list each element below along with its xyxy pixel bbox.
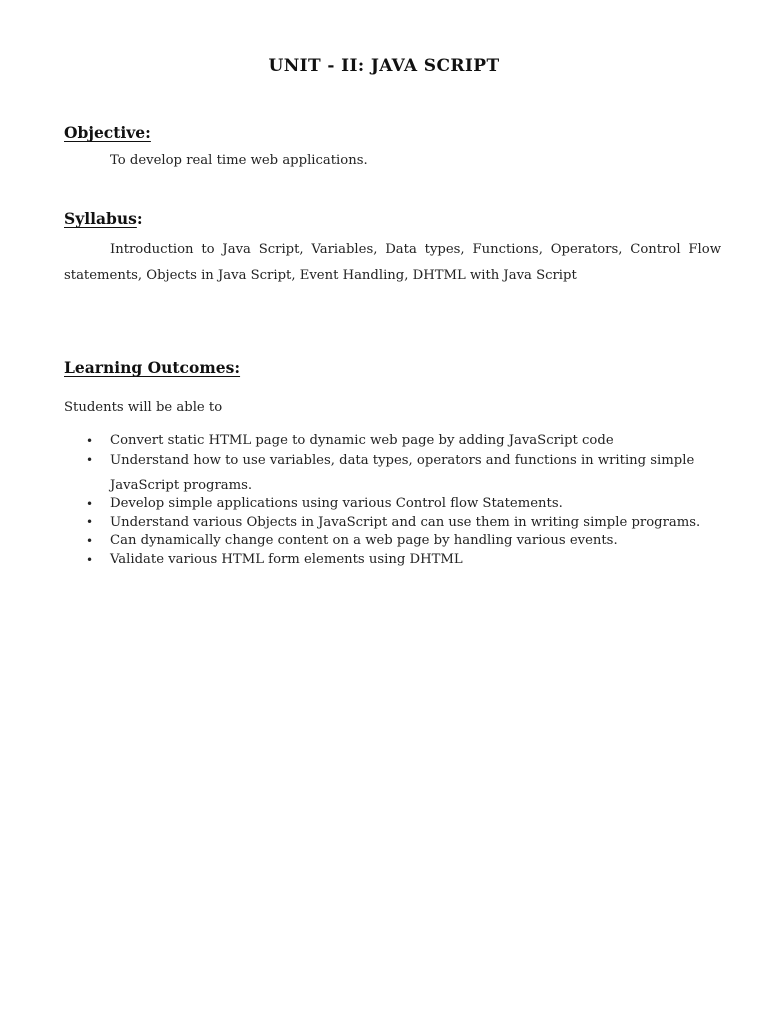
syllabus-text: Introduction to Java Script, Variables, Data types, Functions, Operators, Control Flow statements, Objects in Java Script, Event Handling, DHTML with Java Script — [64, 242, 721, 283]
learning-outcomes-intro: Students will be able to — [64, 400, 223, 415]
list-item-text: Can dynamically change content on a web page by handling various events. — [110, 533, 618, 548]
objective-text: To develop real time web applications. — [110, 153, 368, 168]
learning-outcomes-heading-label: Learning Outcomes: — [64, 358, 241, 377]
page-title: UNIT - II: JAVA SCRIPT — [268, 56, 500, 76]
list-item-text: Understand various Objects in JavaScript and can use them in writing simple programs. — [110, 515, 701, 530]
list-item-text: Convert static HTML page to dynamic web page by adding JavaScript code — [110, 433, 614, 448]
bullet-icon: • — [86, 434, 94, 448]
list-item — [84, 551, 734, 570]
objective-heading — [64, 123, 151, 142]
bullet-icon: • — [86, 515, 94, 529]
bullet-icon: • — [86, 496, 94, 511]
syllabus-heading — [64, 209, 143, 228]
learning-outcomes-list — [84, 432, 734, 569]
list-item-text: Understand how to use variables, data types, operators and functions in writing simple JavaScript programs. — [110, 452, 695, 493]
objective-heading-label: Objective: — [64, 123, 151, 142]
bullet-icon: • — [86, 552, 94, 567]
bullet-icon: • — [86, 534, 94, 548]
bullet-icon: • — [86, 452, 94, 467]
list-item-text: Validate various HTML form elements using DHTML — [110, 551, 463, 567]
list-item — [84, 448, 734, 498]
syllabus-heading-label: Syllabus — [64, 209, 137, 228]
list-item-text: Develop simple applications using various Control flow Statements. — [110, 495, 563, 511]
learning-outcomes-heading — [64, 358, 240, 377]
list-item — [84, 532, 734, 551]
syllabus-heading-colon: : — [136, 209, 143, 228]
